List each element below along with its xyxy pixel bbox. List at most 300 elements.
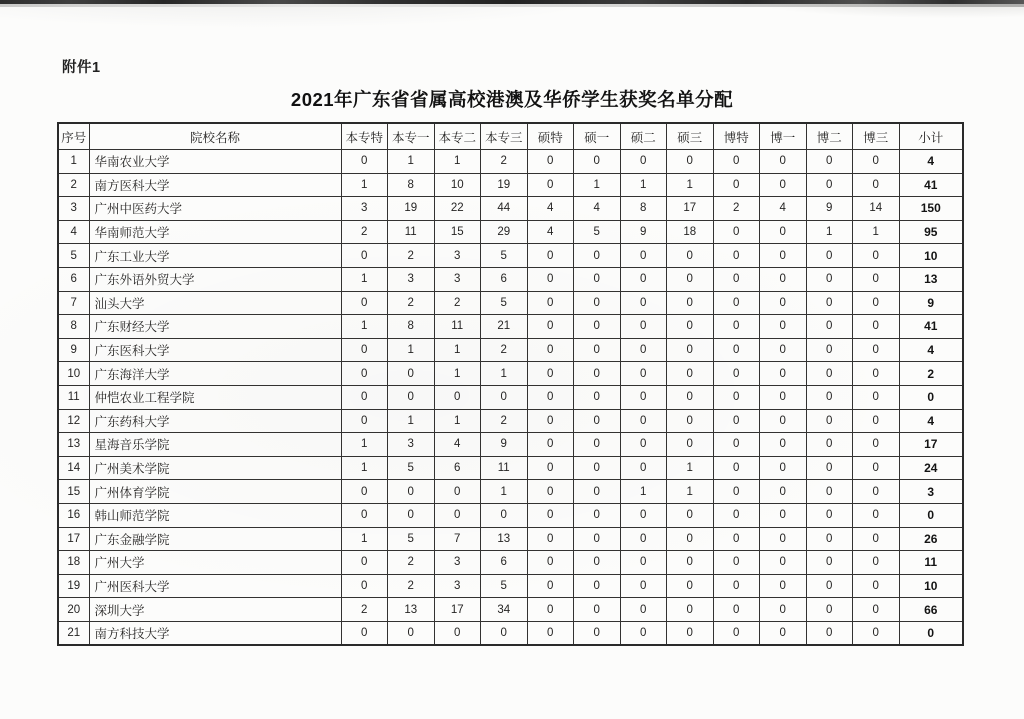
column-header-10: 博特 (713, 123, 760, 150)
table-row (58, 527, 963, 551)
count-cell: 0 (341, 385, 388, 409)
count-cell: 0 (574, 362, 621, 386)
count-cell: 0 (713, 527, 760, 551)
count-cell: 0 (853, 480, 900, 504)
count-cell: 0 (341, 338, 388, 362)
table-row (58, 433, 963, 457)
row-index-cell: 13 (58, 433, 89, 457)
table-row (58, 456, 963, 480)
count-cell: 5 (481, 244, 528, 268)
count-cell: 0 (760, 150, 807, 174)
count-cell: 0 (620, 338, 667, 362)
count-cell: 0 (481, 503, 528, 527)
count-cell: 0 (527, 409, 574, 433)
count-cell: 0 (574, 385, 621, 409)
count-cell: 1 (434, 338, 481, 362)
institution-name-cell: 广东财经大学 (89, 315, 341, 339)
count-cell: 0 (574, 291, 621, 315)
count-cell: 4 (527, 197, 574, 221)
count-cell: 0 (713, 480, 760, 504)
count-cell: 0 (760, 267, 807, 291)
institution-name-cell: 广东金融学院 (89, 527, 341, 551)
count-cell: 0 (527, 267, 574, 291)
count-cell: 29 (481, 220, 528, 244)
row-index-cell: 3 (58, 197, 89, 221)
count-cell: 0 (713, 433, 760, 457)
row-index-cell: 19 (58, 574, 89, 598)
count-cell: 0 (388, 385, 435, 409)
count-cell: 0 (574, 598, 621, 622)
count-cell: 0 (527, 173, 574, 197)
count-cell: 0 (760, 173, 807, 197)
count-cell: 11 (481, 456, 528, 480)
count-cell: 0 (527, 598, 574, 622)
count-cell: 2 (713, 197, 760, 221)
count-cell: 2 (388, 291, 435, 315)
count-cell: 0 (853, 527, 900, 551)
subtotal-cell: 4 (899, 150, 963, 174)
count-cell: 7 (434, 527, 481, 551)
count-cell: 0 (527, 315, 574, 339)
count-cell: 0 (853, 315, 900, 339)
table-row (58, 197, 963, 221)
count-cell: 44 (481, 197, 528, 221)
count-cell: 0 (853, 291, 900, 315)
count-cell: 0 (806, 150, 853, 174)
column-header-9: 硕三 (667, 123, 714, 150)
count-cell: 0 (713, 338, 760, 362)
count-cell: 0 (806, 315, 853, 339)
count-cell: 22 (434, 197, 481, 221)
row-index-cell: 10 (58, 362, 89, 386)
institution-name-cell: 南方医科大学 (89, 173, 341, 197)
count-cell: 0 (760, 362, 807, 386)
count-cell: 0 (806, 480, 853, 504)
subtotal-cell: 10 (899, 244, 963, 268)
count-cell: 0 (527, 574, 574, 598)
count-cell: 0 (434, 480, 481, 504)
count-cell: 1 (341, 315, 388, 339)
column-header-13: 博三 (853, 123, 900, 150)
column-header-8: 硕二 (620, 123, 667, 150)
table-row (58, 503, 963, 527)
count-cell: 0 (574, 527, 621, 551)
count-cell: 4 (527, 220, 574, 244)
count-cell: 0 (760, 480, 807, 504)
count-cell: 0 (574, 267, 621, 291)
count-cell: 8 (388, 173, 435, 197)
count-cell: 11 (388, 220, 435, 244)
count-cell: 0 (760, 338, 807, 362)
count-cell: 0 (527, 338, 574, 362)
subtotal-cell: 41 (899, 315, 963, 339)
row-index-cell: 8 (58, 315, 89, 339)
count-cell: 0 (713, 621, 760, 645)
count-cell: 3 (434, 267, 481, 291)
table-row (58, 598, 963, 622)
table-row (58, 220, 963, 244)
count-cell: 0 (760, 527, 807, 551)
count-cell: 3 (434, 244, 481, 268)
count-cell: 1 (388, 409, 435, 433)
institution-name-cell: 广东海洋大学 (89, 362, 341, 386)
count-cell: 0 (620, 291, 667, 315)
count-cell: 0 (574, 315, 621, 339)
count-cell: 0 (853, 338, 900, 362)
institution-name-cell: 广东药科大学 (89, 409, 341, 433)
institution-name-cell: 广东医科大学 (89, 338, 341, 362)
count-cell: 0 (667, 409, 714, 433)
count-cell: 5 (481, 291, 528, 315)
table-row (58, 621, 963, 645)
count-cell: 0 (620, 267, 667, 291)
count-cell: 0 (667, 362, 714, 386)
count-cell: 0 (667, 433, 714, 457)
count-cell: 0 (713, 551, 760, 575)
count-cell: 2 (434, 291, 481, 315)
table-row (58, 480, 963, 504)
row-index-cell: 17 (58, 527, 89, 551)
scan-artifact-top-shadow (0, 4, 1024, 7)
count-cell: 2 (388, 574, 435, 598)
row-index-cell: 14 (58, 456, 89, 480)
count-cell: 0 (806, 244, 853, 268)
count-cell: 2 (341, 598, 388, 622)
count-cell: 0 (713, 267, 760, 291)
count-cell: 0 (806, 527, 853, 551)
count-cell: 13 (481, 527, 528, 551)
count-cell: 0 (853, 621, 900, 645)
count-cell: 0 (760, 574, 807, 598)
column-header-14: 小计 (899, 123, 963, 150)
subtotal-cell: 10 (899, 574, 963, 598)
institution-name-cell: 韩山师范学院 (89, 503, 341, 527)
subtotal-cell: 3 (899, 480, 963, 504)
count-cell: 0 (760, 433, 807, 457)
count-cell: 0 (341, 362, 388, 386)
count-cell: 5 (481, 574, 528, 598)
table-row (58, 150, 963, 174)
count-cell: 4 (574, 197, 621, 221)
count-cell: 0 (853, 456, 900, 480)
count-cell: 4 (760, 197, 807, 221)
count-cell: 1 (667, 173, 714, 197)
subtotal-cell: 4 (899, 338, 963, 362)
count-cell: 0 (760, 551, 807, 575)
row-index-cell: 4 (58, 220, 89, 244)
count-cell: 14 (853, 197, 900, 221)
count-cell: 0 (574, 409, 621, 433)
count-cell: 0 (341, 551, 388, 575)
count-cell: 0 (434, 385, 481, 409)
count-cell: 0 (853, 551, 900, 575)
count-cell: 0 (527, 527, 574, 551)
count-cell: 1 (341, 433, 388, 457)
count-cell: 0 (341, 150, 388, 174)
count-cell: 0 (620, 150, 667, 174)
count-cell: 0 (527, 480, 574, 504)
count-cell: 0 (388, 503, 435, 527)
count-cell: 0 (760, 598, 807, 622)
column-header-2: 本专特 (341, 123, 388, 150)
subtotal-cell: 0 (899, 385, 963, 409)
column-header-12: 博二 (806, 123, 853, 150)
count-cell: 0 (620, 574, 667, 598)
table-row (58, 173, 963, 197)
count-cell: 1 (388, 338, 435, 362)
count-cell: 0 (667, 267, 714, 291)
institution-name-cell: 广东工业大学 (89, 244, 341, 268)
count-cell: 0 (806, 338, 853, 362)
count-cell: 0 (853, 173, 900, 197)
count-cell: 0 (434, 503, 481, 527)
count-cell: 0 (620, 621, 667, 645)
count-cell: 0 (667, 291, 714, 315)
count-cell: 0 (806, 385, 853, 409)
count-cell: 0 (760, 621, 807, 645)
count-cell: 5 (388, 527, 435, 551)
table-row (58, 409, 963, 433)
table-body (58, 150, 963, 646)
column-header-1: 院校名称 (89, 123, 341, 150)
document-title: 2021年广东省省属高校港澳及华侨学生获奖名单分配 (290, 89, 734, 110)
count-cell: 1 (388, 150, 435, 174)
count-cell: 1 (481, 480, 528, 504)
count-cell: 0 (853, 267, 900, 291)
count-cell: 0 (341, 621, 388, 645)
count-cell: 0 (620, 551, 667, 575)
count-cell: 1 (667, 480, 714, 504)
count-cell: 0 (667, 244, 714, 268)
count-cell: 2 (388, 551, 435, 575)
column-header-0: 序号 (58, 123, 89, 150)
count-cell: 0 (853, 433, 900, 457)
count-cell: 6 (434, 456, 481, 480)
count-cell: 0 (388, 621, 435, 645)
count-cell: 4 (434, 433, 481, 457)
subtotal-cell: 95 (899, 220, 963, 244)
column-header-5: 本专三 (481, 123, 528, 150)
institution-name-cell: 广州大学 (89, 551, 341, 575)
count-cell: 1 (434, 150, 481, 174)
column-header-11: 博一 (760, 123, 807, 150)
count-cell: 0 (667, 574, 714, 598)
count-cell: 0 (574, 503, 621, 527)
count-cell: 0 (341, 503, 388, 527)
count-cell: 0 (620, 385, 667, 409)
count-cell: 0 (713, 315, 760, 339)
count-cell: 8 (620, 197, 667, 221)
count-cell: 0 (713, 291, 760, 315)
table-row (58, 338, 963, 362)
count-cell: 1 (341, 527, 388, 551)
count-cell: 3 (388, 433, 435, 457)
count-cell: 0 (713, 173, 760, 197)
column-header-3: 本专一 (388, 123, 435, 150)
institution-name-cell: 华南师范大学 (89, 220, 341, 244)
count-cell: 3 (434, 551, 481, 575)
count-cell: 1 (341, 267, 388, 291)
count-cell: 9 (481, 433, 528, 457)
count-cell: 18 (667, 220, 714, 244)
institution-name-cell: 仲恺农业工程学院 (89, 385, 341, 409)
count-cell: 1 (667, 456, 714, 480)
institution-name-cell: 南方科技大学 (89, 621, 341, 645)
count-cell: 0 (527, 150, 574, 174)
count-cell: 0 (574, 551, 621, 575)
count-cell: 2 (481, 338, 528, 362)
count-cell: 9 (806, 197, 853, 221)
count-cell: 0 (853, 385, 900, 409)
count-cell: 0 (853, 244, 900, 268)
count-cell: 0 (620, 362, 667, 386)
count-cell: 9 (620, 220, 667, 244)
count-cell: 0 (713, 150, 760, 174)
count-cell: 0 (527, 456, 574, 480)
institution-name-cell: 星海音乐学院 (89, 433, 341, 457)
subtotal-cell: 0 (899, 621, 963, 645)
count-cell: 2 (481, 150, 528, 174)
subtotal-cell: 0 (899, 503, 963, 527)
institution-name-cell: 汕头大学 (89, 291, 341, 315)
row-index-cell: 21 (58, 621, 89, 645)
count-cell: 13 (388, 598, 435, 622)
count-cell: 3 (388, 267, 435, 291)
table-row (58, 244, 963, 268)
row-index-cell: 2 (58, 173, 89, 197)
count-cell: 1 (620, 173, 667, 197)
institution-name-cell: 广州医科大学 (89, 574, 341, 598)
institution-name-cell: 广州美术学院 (89, 456, 341, 480)
count-cell: 0 (760, 385, 807, 409)
count-cell: 0 (620, 503, 667, 527)
count-cell: 0 (806, 574, 853, 598)
table-header-row (58, 123, 963, 150)
count-cell: 0 (853, 362, 900, 386)
count-cell: 0 (713, 598, 760, 622)
count-cell: 0 (341, 409, 388, 433)
count-cell: 0 (713, 362, 760, 386)
attachment-label: 附件1 (62, 60, 101, 76)
count-cell: 0 (760, 409, 807, 433)
count-cell: 0 (806, 362, 853, 386)
count-cell: 0 (574, 480, 621, 504)
row-index-cell: 9 (58, 338, 89, 362)
column-header-4: 本专二 (434, 123, 481, 150)
table-row (58, 267, 963, 291)
subtotal-cell: 24 (899, 456, 963, 480)
count-cell: 0 (527, 503, 574, 527)
count-cell: 0 (527, 433, 574, 457)
count-cell: 0 (667, 598, 714, 622)
table-row (58, 385, 963, 409)
subtotal-cell: 150 (899, 197, 963, 221)
count-cell: 0 (667, 527, 714, 551)
row-index-cell: 16 (58, 503, 89, 527)
count-cell: 0 (527, 621, 574, 645)
count-cell: 0 (806, 173, 853, 197)
count-cell: 0 (853, 503, 900, 527)
count-cell: 0 (806, 503, 853, 527)
row-index-cell: 5 (58, 244, 89, 268)
subtotal-cell: 11 (899, 551, 963, 575)
count-cell: 1 (434, 362, 481, 386)
count-cell: 0 (527, 291, 574, 315)
count-cell: 3 (434, 574, 481, 598)
count-cell: 0 (806, 456, 853, 480)
institution-name-cell: 广州中医药大学 (89, 197, 341, 221)
count-cell: 1 (620, 480, 667, 504)
table-row (58, 362, 963, 386)
count-cell: 0 (760, 456, 807, 480)
count-cell: 0 (481, 621, 528, 645)
count-cell: 1 (434, 409, 481, 433)
count-cell: 17 (434, 598, 481, 622)
institution-name-cell: 广东外语外贸大学 (89, 267, 341, 291)
count-cell: 19 (388, 197, 435, 221)
table-row (58, 291, 963, 315)
count-cell: 0 (760, 315, 807, 339)
count-cell: 0 (341, 574, 388, 598)
count-cell: 0 (527, 244, 574, 268)
count-cell: 0 (481, 385, 528, 409)
count-cell: 0 (574, 574, 621, 598)
count-cell: 0 (713, 456, 760, 480)
count-cell: 0 (620, 456, 667, 480)
row-index-cell: 18 (58, 551, 89, 575)
count-cell: 0 (574, 150, 621, 174)
count-cell: 0 (806, 291, 853, 315)
count-cell: 0 (853, 574, 900, 598)
count-cell: 3 (341, 197, 388, 221)
count-cell: 0 (760, 291, 807, 315)
count-cell: 5 (388, 456, 435, 480)
count-cell: 0 (667, 385, 714, 409)
count-cell: 0 (667, 503, 714, 527)
subtotal-cell: 13 (899, 267, 963, 291)
count-cell: 0 (806, 598, 853, 622)
count-cell: 0 (527, 551, 574, 575)
count-cell: 0 (667, 621, 714, 645)
row-index-cell: 20 (58, 598, 89, 622)
count-cell: 2 (341, 220, 388, 244)
award-allocation-table (57, 122, 964, 646)
subtotal-cell: 17 (899, 433, 963, 457)
row-index-cell: 1 (58, 150, 89, 174)
subtotal-cell: 2 (899, 362, 963, 386)
count-cell: 0 (760, 244, 807, 268)
count-cell: 0 (806, 621, 853, 645)
count-cell: 0 (713, 503, 760, 527)
count-cell: 5 (574, 220, 621, 244)
count-cell: 6 (481, 267, 528, 291)
count-cell: 0 (713, 385, 760, 409)
count-cell: 21 (481, 315, 528, 339)
institution-name-cell: 华南农业大学 (89, 150, 341, 174)
count-cell: 0 (527, 385, 574, 409)
count-cell: 0 (806, 551, 853, 575)
table-row (58, 574, 963, 598)
table-row (58, 551, 963, 575)
count-cell: 0 (341, 480, 388, 504)
subtotal-cell: 26 (899, 527, 963, 551)
table-row (58, 315, 963, 339)
count-cell: 0 (388, 480, 435, 504)
column-header-6: 硕特 (527, 123, 574, 150)
count-cell: 0 (760, 503, 807, 527)
count-cell: 1 (806, 220, 853, 244)
subtotal-cell: 4 (899, 409, 963, 433)
